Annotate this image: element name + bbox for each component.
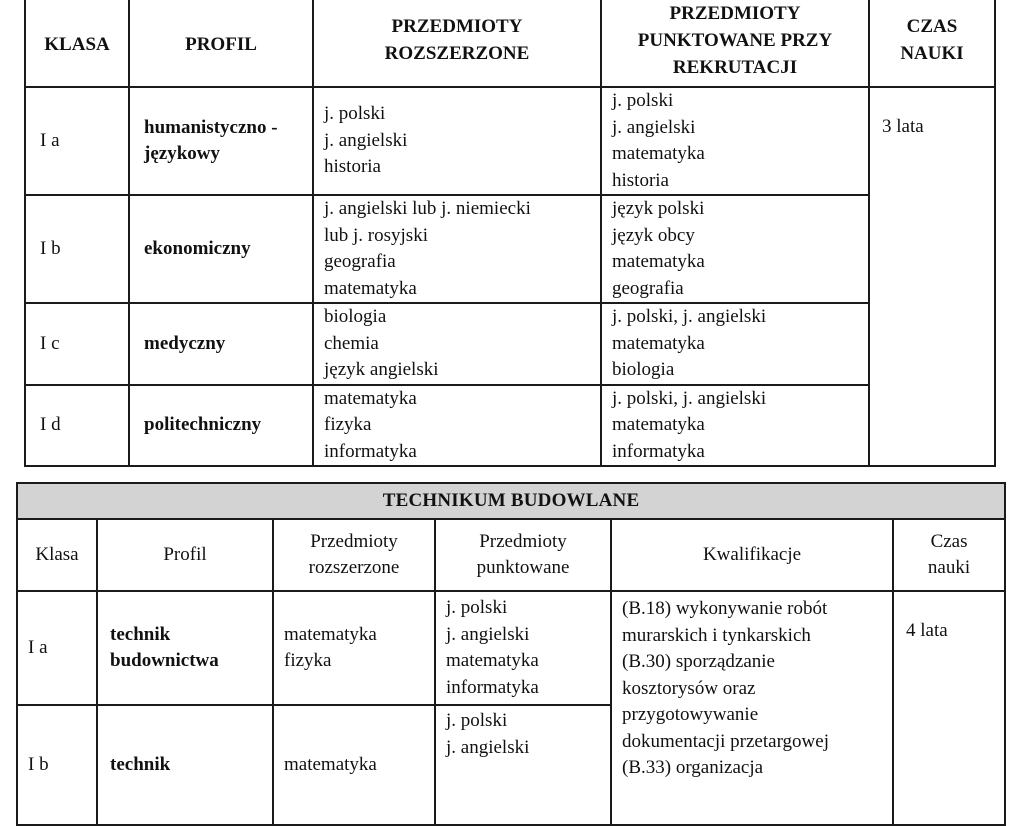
kwalifikacja-line: (B.33) organizacja — [622, 757, 764, 778]
header-line: Przedmioty — [310, 531, 398, 552]
list-item: fizyka — [324, 414, 372, 435]
header-line: ROZSZERZONE — [384, 43, 530, 64]
list-item: informatyka — [446, 676, 539, 698]
header-line: rozszerzone — [308, 557, 400, 578]
header-klasa: KLASA — [25, 0, 129, 87]
profil-line: medyczny — [144, 332, 226, 354]
header-line: Przedmioty — [479, 531, 567, 552]
list-item: informatyka — [324, 440, 417, 462]
cell-klasa: I b — [17, 705, 97, 825]
cell-profil — [129, 195, 313, 303]
profil-line: językowy — [144, 143, 220, 164]
table-title-row — [17, 483, 1005, 519]
kwalifikacja-line: (B.30) sporządzanie — [622, 651, 775, 672]
list-item: matematyka — [324, 387, 417, 409]
list-item: j. polski — [446, 597, 508, 618]
list-item: chemia — [324, 332, 379, 354]
header-line: NAUKI — [900, 43, 964, 64]
cell-profil — [129, 385, 313, 467]
list-item: j. polski — [446, 710, 508, 731]
cell-rozszerzone — [273, 705, 435, 825]
list-item: geografia — [324, 251, 396, 272]
cell-punktowane — [601, 87, 869, 195]
list-item: matematyka — [324, 277, 417, 299]
list-item: j. angielski — [446, 623, 530, 645]
cell-punktowane — [601, 195, 869, 303]
list-item: historia — [324, 156, 381, 178]
cell-rozszerzone — [273, 591, 435, 705]
cell-kwalifikacje — [611, 591, 893, 825]
header-profil: Profil — [97, 519, 273, 591]
list-item: biologia — [612, 359, 675, 380]
header-czas — [869, 0, 995, 87]
profil-line: humanistyczno - — [144, 116, 278, 138]
list-item: fizyka — [284, 650, 332, 671]
list-item: matematyka — [612, 143, 705, 164]
list-item: matematyka — [612, 414, 705, 435]
header-line: Czas — [930, 531, 968, 552]
cell-profil — [97, 591, 273, 705]
list-item: biologia — [324, 306, 387, 327]
cell-czas-nauki: 4 lata — [893, 591, 1005, 825]
cell-punktowane — [435, 705, 611, 825]
cell-profil — [97, 705, 273, 825]
list-item: j. angielski — [612, 116, 696, 138]
list-item: język obcy — [612, 224, 695, 246]
list-item: j. angielski — [324, 129, 408, 151]
list-item: j. angielski — [446, 736, 530, 758]
profil-line: ekonomiczny — [144, 237, 251, 259]
kwalifikacja-line: dokumentacji przetargowej — [622, 730, 829, 752]
list-item: historia — [612, 169, 669, 191]
list-item: j. angielski lub j. niemiecki — [324, 198, 531, 219]
profil-line: technik — [110, 753, 171, 775]
list-item: matematyka — [284, 753, 377, 775]
kwalifikacja-line: kosztorysów oraz — [622, 677, 756, 699]
cell-punktowane — [435, 591, 611, 705]
header-line: punktowane — [476, 557, 570, 578]
list-item: matematyka — [446, 650, 539, 671]
list-item: matematyka — [612, 332, 705, 354]
header-rozszerzone — [273, 519, 435, 591]
list-item: geografia — [612, 277, 684, 299]
header-rozszerzone — [313, 0, 601, 87]
header-kwalifikacje: Kwalifikacje — [611, 519, 893, 591]
list-item: język angielski — [324, 359, 439, 380]
table-row — [17, 591, 1005, 705]
cell-rozszerzone — [313, 195, 601, 303]
kwalifikacja-line: przygotowywanie — [622, 704, 759, 725]
list-item: matematyka — [612, 251, 705, 272]
cell-klasa: I c — [25, 303, 129, 385]
cell-klasa: I b — [25, 195, 129, 303]
header-punktowane — [601, 0, 869, 87]
cell-rozszerzone — [313, 87, 601, 195]
table-header-row — [25, 0, 995, 87]
header-line: PRZEDMIOTY — [391, 16, 523, 37]
list-item: lub j. rosyjski — [324, 224, 428, 246]
header-line: CZAS — [906, 16, 958, 37]
table-title: TECHNIKUM BUDOWLANE — [17, 483, 1005, 519]
recruitment-table-lo — [24, 0, 996, 467]
table-row — [25, 303, 995, 385]
kwalifikacja-line: murarskich i tynkarskich — [622, 624, 811, 646]
header-line: PUNKTOWANE PRZY — [637, 29, 833, 51]
list-item: j. polski, j. angielski — [612, 306, 767, 327]
kwalifikacja-line: (B.18) wykonywanie robót — [622, 598, 828, 619]
cell-klasa: I a — [25, 87, 129, 195]
header-punktowane — [435, 519, 611, 591]
list-item: matematyka — [284, 623, 377, 645]
cell-punktowane — [601, 303, 869, 385]
cell-punktowane — [601, 385, 869, 467]
header-profil: PROFIL — [129, 0, 313, 87]
header-line: nauki — [927, 557, 971, 578]
table-row — [25, 195, 995, 303]
cell-profil — [129, 303, 313, 385]
list-item: informatyka — [612, 440, 705, 462]
list-item: j. polski — [612, 90, 674, 111]
cell-klasa: I a — [17, 591, 97, 705]
header-czas — [893, 519, 1005, 591]
list-item: j. polski, j. angielski — [612, 387, 767, 409]
profil-line: politechniczny — [144, 414, 262, 435]
recruitment-table-technikum — [16, 482, 1006, 826]
table-row — [25, 385, 995, 467]
header-klasa: Klasa — [17, 519, 97, 591]
list-item: język polski — [612, 198, 705, 219]
profil-line: budownictwa — [110, 650, 219, 671]
table-header-row — [17, 519, 1005, 591]
cell-rozszerzone — [313, 303, 601, 385]
table-row — [25, 87, 995, 195]
list-item: j. polski — [324, 103, 386, 125]
profil-line: technik — [110, 623, 171, 645]
cell-rozszerzone — [313, 385, 601, 467]
cell-profil — [129, 87, 313, 195]
header-line: REKRUTACJI — [672, 56, 798, 78]
cell-czas-nauki: 3 lata — [869, 87, 995, 466]
cell-klasa: I d — [25, 385, 129, 467]
header-line: PRZEDMIOTY — [669, 2, 801, 24]
